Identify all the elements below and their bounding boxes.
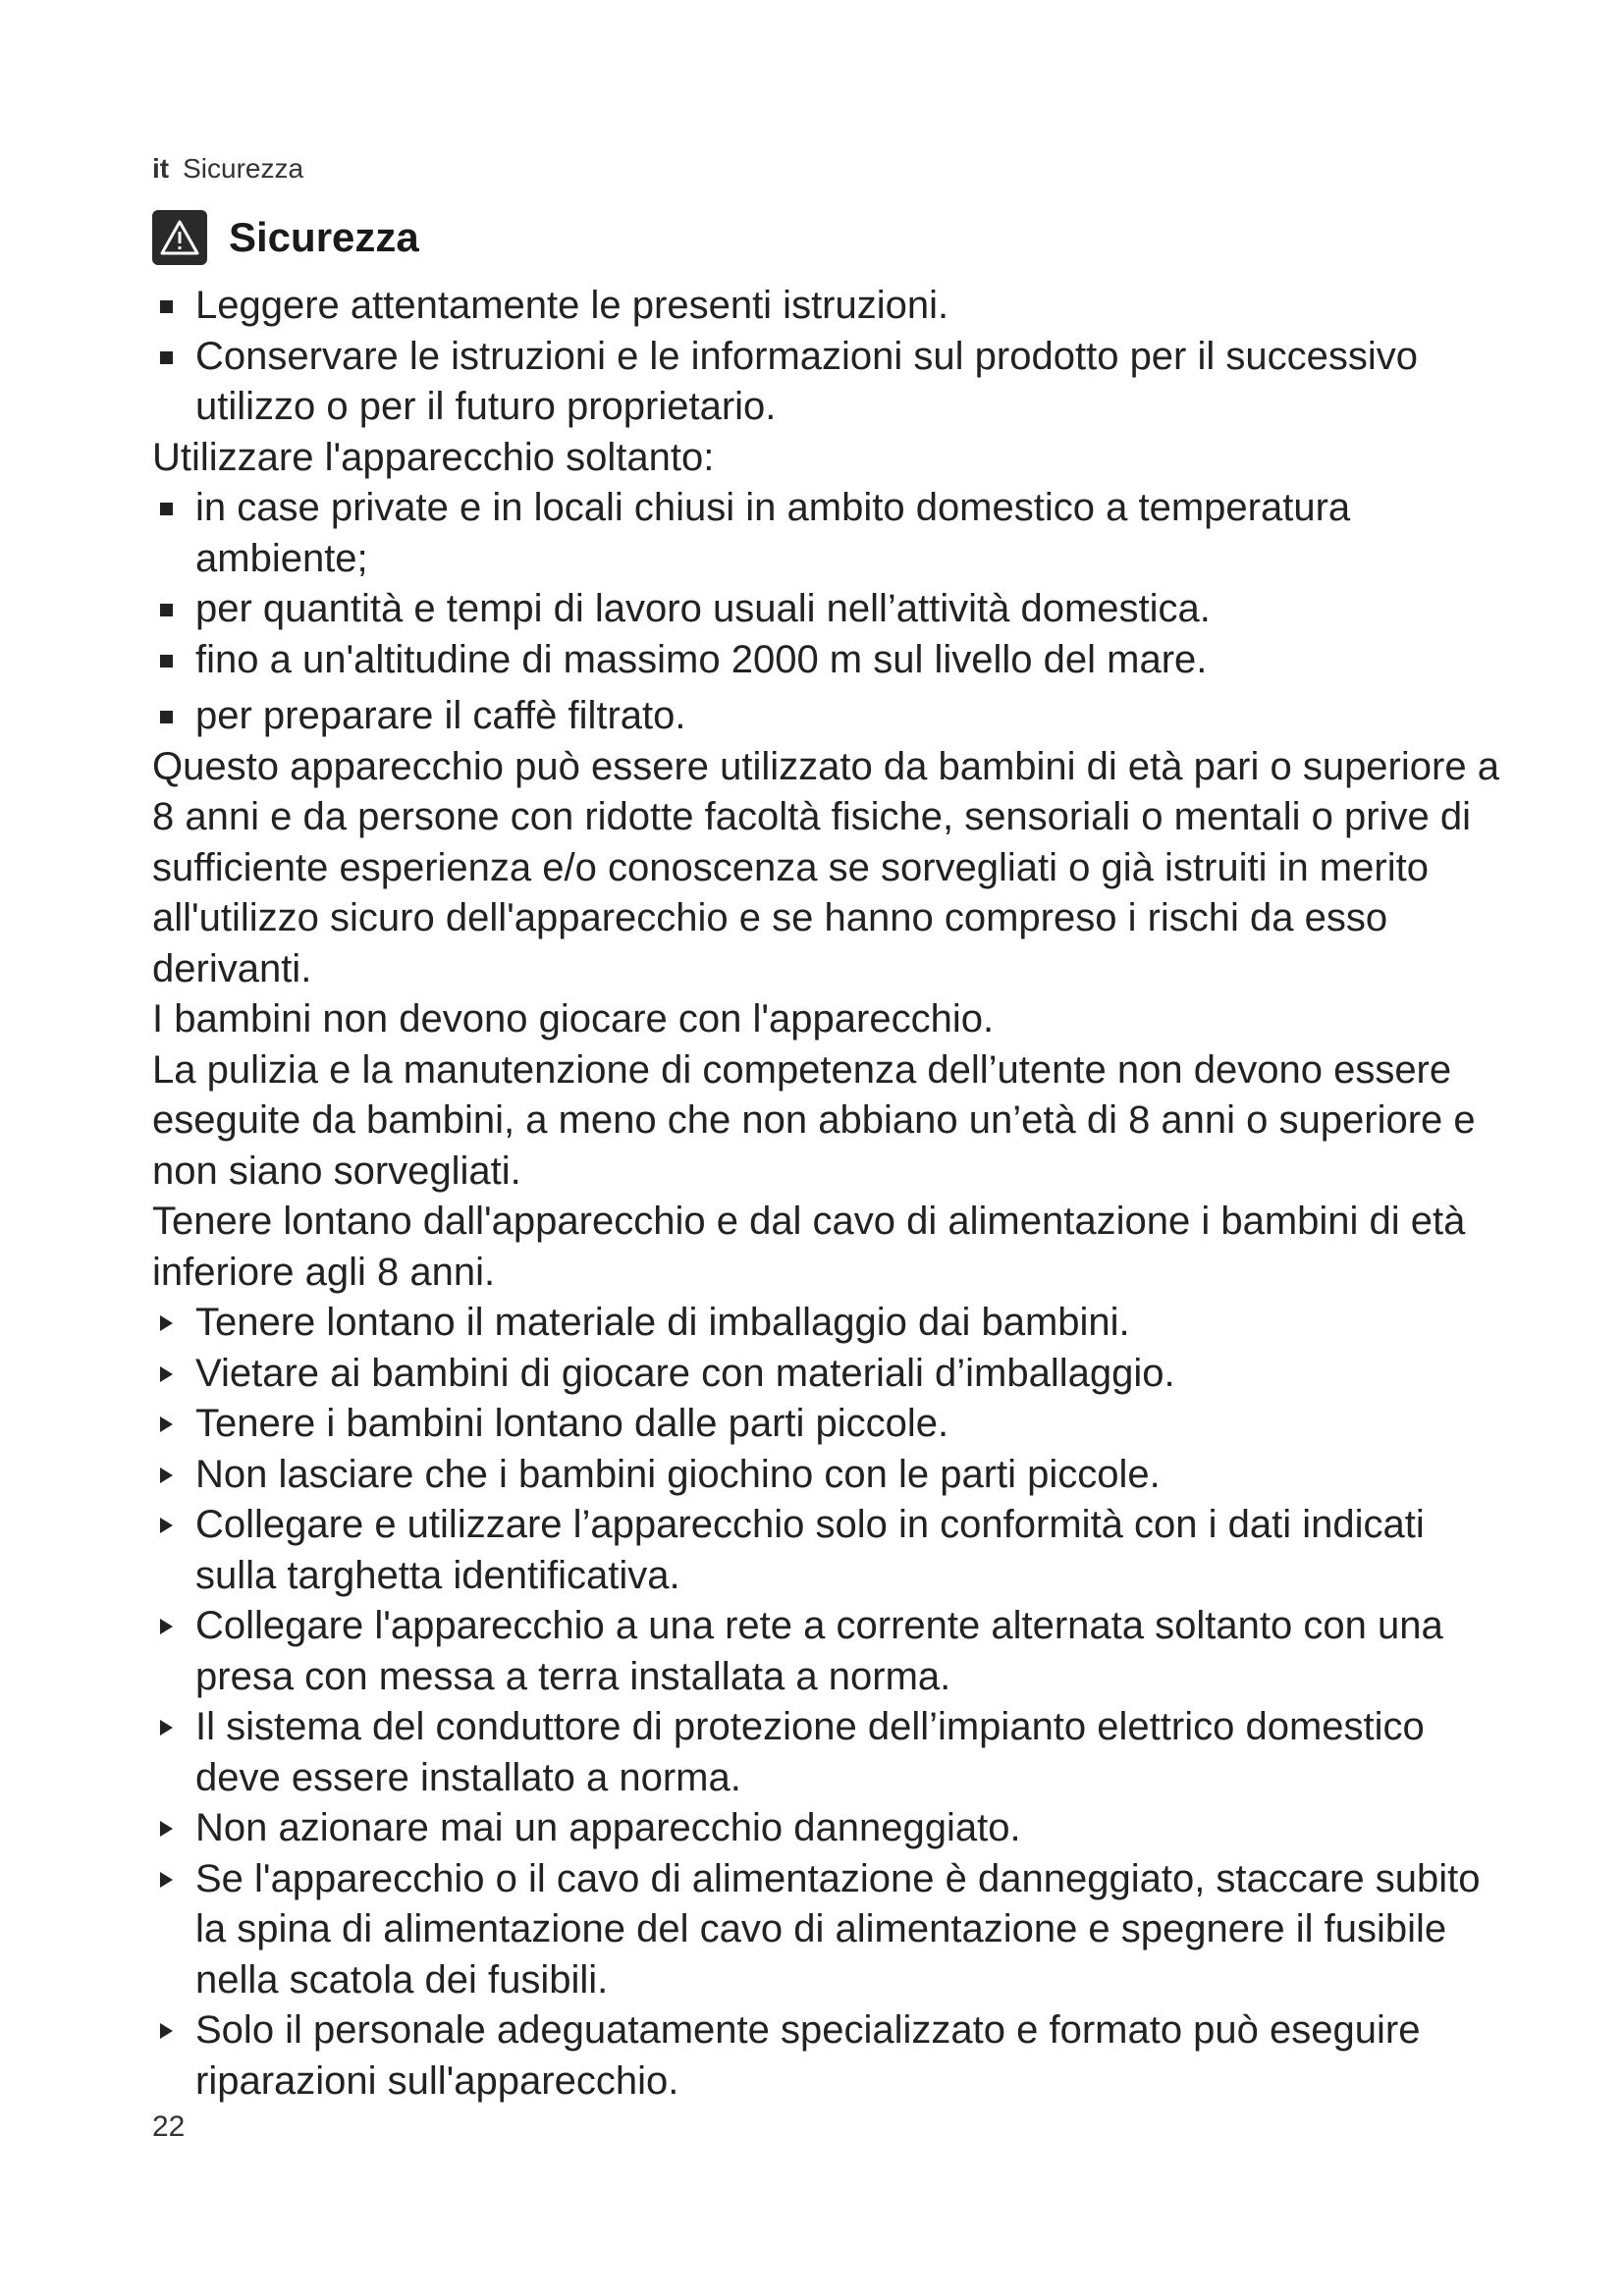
action-item: Tenere lontano il materiale di imballaggio dai bambini. — [152, 1298, 1507, 1349]
section-title-row — [152, 210, 419, 265]
usage-item: in case private e in locali chiusi in ambito domestico a temperatura ambiente; — [152, 483, 1507, 584]
action-item: Non azionare mai un apparecchio danneggiato. — [152, 1803, 1507, 1854]
running-header — [152, 153, 303, 185]
paragraph: La pulizia e la manutenzione di competenza dell’utente non devono essere eseguite da bambini, a meno che non abbiano un’età di 8 anni o superiore e non siano sorvegliati. — [152, 1047, 1476, 1193]
language-code: it — [152, 153, 170, 184]
section-title: Sicurezza — [229, 214, 419, 260]
action-item: Collegare e utilizzare l’apparecchio solo in conformità con i dati indicati sulla targhetta identificativa. — [152, 1500, 1507, 1601]
safety-content — [152, 281, 1507, 2107]
intro-item: Leggere attentamente le presenti istruzioni. — [152, 281, 1507, 332]
action-item: Collegare l'apparecchio a una rete a corrente alternata soltanto con una presa con messa a terra installata a norma. — [152, 1601, 1507, 1702]
usage-item: fino a un'altitudine di massimo 2000 m sul livello del mare. — [152, 635, 1507, 686]
action-item: Se l'apparecchio o il cavo di alimentazione è danneggiato, staccare subito la spina di alimentazione del cavo di alimentazione e spegnere il fusibile nella scatola dei fusibili. — [152, 1854, 1507, 2006]
action-item: Il sistema del conduttore di protezione dell’impianto elettrico domestico deve essere installato a norma. — [152, 1702, 1507, 1803]
paragraph: Tenere lontano dall'apparecchio e dal cavo di alimentazione i bambini di età inferiore agli 8 anni. — [152, 1200, 1466, 1294]
action-item: Solo il personale adeguatamente specializzato e formato può eseguire riparazioni sull'apparecchio. — [152, 2005, 1507, 2107]
action-item: Non lasciare che i bambini giochino con le parti piccole. — [152, 1450, 1507, 1501]
intro-item: Conservare le istruzioni e le informazioni sul prodotto per il successivo utilizzo o per il futuro proprietario. — [152, 332, 1507, 433]
paragraph: I bambini non devono giocare con l'apparecchio. — [152, 997, 995, 1041]
header-section: Sicurezza — [183, 153, 304, 184]
usage-item: per preparare il caffè filtrato. — [152, 691, 1507, 742]
paragraph: Questo apparecchio può essere utilizzato da bambini di età pari o superiore a 8 anni e da persone con ridotte facoltà fisiche, sensoriali o mentali o prive di sufficiente esperienza e/o conoscenza se sorvegliati o già istruiti in merito all'utilizzo sicuro dell'apparecchio e se hanno compreso i rischi da esso derivanti. — [152, 744, 1499, 990]
usage-item: per quantità e tempi di lavoro usuali nell’attività domestica. — [152, 584, 1507, 635]
usage-label: Utilizzare l'apparecchio soltanto: — [152, 435, 715, 479]
action-item: Tenere i bambini lontano dalle parti piccole. — [152, 1399, 1507, 1450]
action-item: Vietare ai bambini di giocare con materiali d’imballaggio. — [152, 1349, 1507, 1400]
warning-triangle-icon — [152, 210, 207, 265]
page-number: 22 — [152, 2110, 186, 2143]
